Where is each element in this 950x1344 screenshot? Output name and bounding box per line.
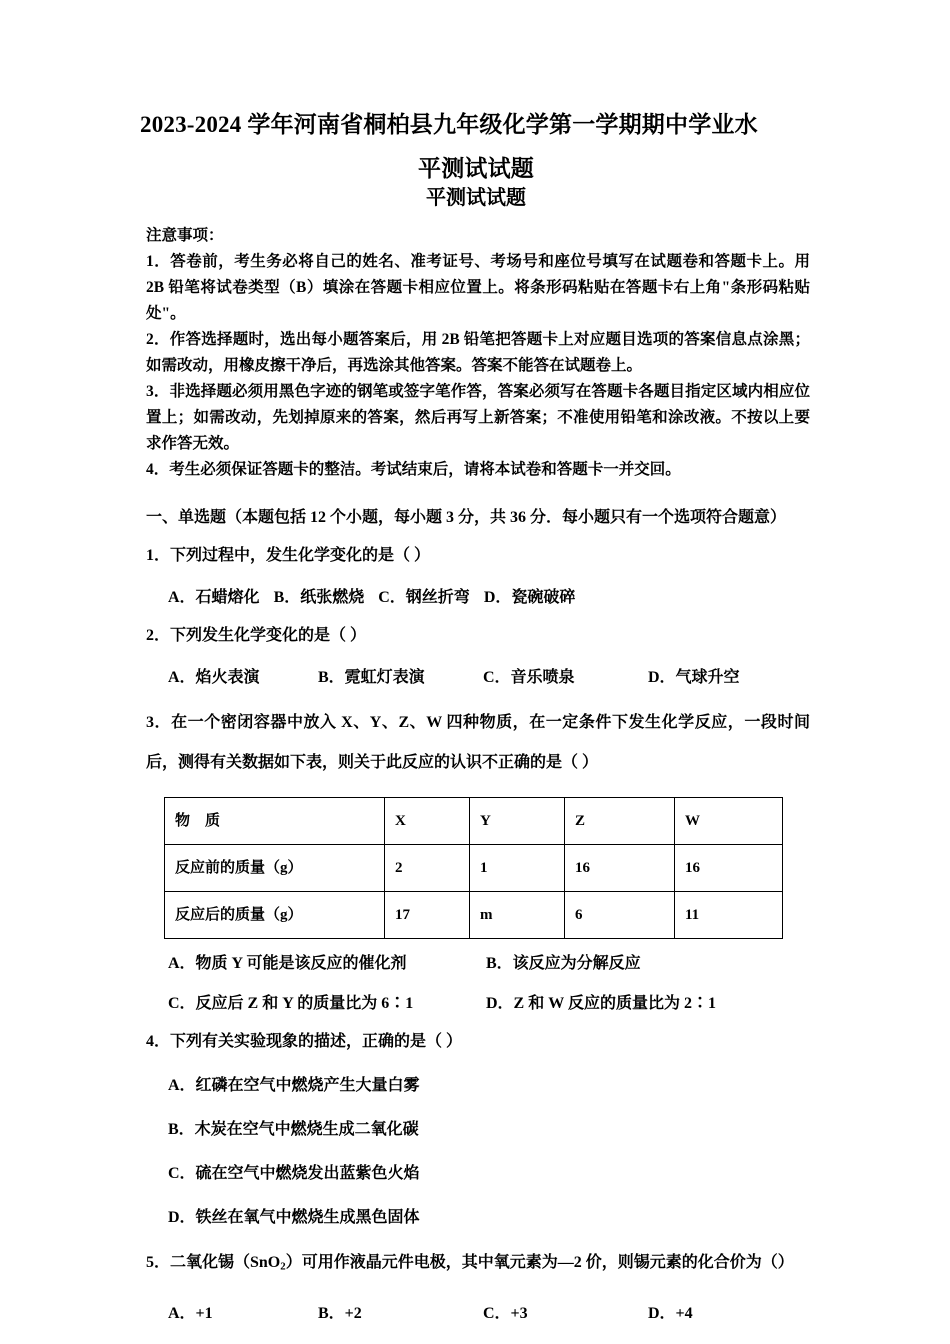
- question-4-stem: 4．下列有关实验现象的描述，正确的是（ ）: [146, 1033, 463, 1050]
- page-subtitle: 平测试试题: [426, 187, 526, 209]
- table-cell-row2-w: 11: [675, 892, 783, 939]
- question-2-stem: 2．下列发生化学变化的是（ ）: [146, 627, 367, 644]
- question-2-options: [146, 663, 810, 693]
- table-cell-row1-z: 16: [565, 845, 675, 892]
- table-cell-row1-y: 1: [470, 845, 565, 892]
- table-cell-row2-x: 17: [385, 892, 470, 939]
- section-heading-single-choice: 一、单选题（本题包括 12 个小题，每小题 3 分，共 36 分．每小题只有一个选项符合题意）: [146, 509, 787, 526]
- question-5-options: [146, 1299, 810, 1329]
- table-cell-row2-z: 6: [565, 892, 675, 939]
- question-5-option-b[interactable]: B．+2: [318, 1304, 362, 1322]
- table-header-cell-z: Z: [565, 798, 675, 845]
- page-title-line-1: 2023-2024 学年河南省桐柏县九年级化学第一学期期中学业水: [140, 112, 758, 138]
- table-cell-row1-w: 16: [675, 845, 783, 892]
- question-2-option-c[interactable]: C．音乐喷泉: [483, 669, 575, 686]
- question-3-options-row-1: [146, 949, 810, 979]
- document-body: [146, 223, 810, 1329]
- question-1-option-b[interactable]: B．纸张燃烧: [273, 589, 365, 606]
- table-row: [165, 892, 783, 939]
- notice-item-1: 1．答卷前，考生务必将自己的姓名、准考证号、考场号和座位号填写在试题卷和答题卡上。用 2B 铅笔将试卷类型（B）填涂在答题卡相应位置上。将条形码粘贴在答题卡右上角"条形码粘贴处"。: [146, 253, 810, 322]
- question-3-options-row-2: [146, 989, 810, 1019]
- question-2-option-d[interactable]: D．气球升空: [648, 669, 740, 686]
- question-5-option-a[interactable]: A．+1: [168, 1304, 213, 1322]
- table-cell-row1-x: 2: [385, 845, 470, 892]
- question-5-option-d[interactable]: D．+4: [648, 1304, 693, 1322]
- question-4-option-d[interactable]: D．铁丝在氧气中燃烧生成黑色固体: [168, 1209, 420, 1226]
- question-4-option-c[interactable]: C．硫在空气中燃烧发出蓝紫色火焰: [168, 1165, 420, 1182]
- question-2-option-b[interactable]: B．霓虹灯表演: [318, 669, 425, 686]
- table-header-cell-x: X: [385, 798, 470, 845]
- question-1-option-d[interactable]: D．瓷碗破碎: [483, 589, 576, 606]
- table-header-cell-y: Y: [470, 798, 565, 845]
- table-cell-row1-label: 反应前的质量（g）: [165, 845, 385, 892]
- question-4-option-b[interactable]: B．木炭在空气中燃烧生成二氧化碳: [168, 1121, 419, 1138]
- question-3-option-d[interactable]: D．Z 和 W 反应的质量比为 2∶1: [486, 995, 716, 1012]
- table-header-cell-substance: 物 质: [165, 798, 385, 845]
- notice-item-2: 2．作答选择题时，选出每小题答案后，用 2B 铅笔把答题卡上对应题目选项的答案信息点涂黑；如需改动，用橡皮擦干净后，再选涂其他答案。答案不能答在试题卷上。: [146, 331, 810, 374]
- page-title-line-2: 平测试试题: [418, 156, 534, 182]
- question-5-stem: 5．二氧化锡（SnO$_2$）可用作液晶元件电极，其中氧元素为—2 价，则锡元素的化合价为（）: [146, 1254, 794, 1273]
- notice-heading: 注意事项：: [146, 227, 224, 244]
- notice-item-4: 4．考生必须保证答题卡的整洁。考试结束后，请将本试卷和答题卡一并交回。: [146, 461, 681, 478]
- question-1-options: [146, 583, 810, 613]
- question-2-option-a[interactable]: A．焰火表演: [168, 669, 260, 686]
- table-cell-row2-y: m: [470, 892, 565, 939]
- question-3-stem: 3．在一个密闭容器中放入 X、Y、Z、W 四种物质，在一定条件下发生化学反应，一段时间后，测得有关数据如下表，则关于此反应的认识不正确的是（ ）: [146, 714, 810, 771]
- question-1-option-c[interactable]: C．钢丝折弯: [378, 589, 470, 606]
- table-header-cell-w: W: [675, 798, 783, 845]
- table-header-row: [165, 798, 783, 845]
- question-3-option-b[interactable]: B．该反应为分解反应: [486, 955, 641, 972]
- table-row: [165, 845, 783, 892]
- table-cell-row2-label: 反应后的质量（g）: [165, 892, 385, 939]
- question-1-option-a[interactable]: A．石蜡熔化: [168, 589, 260, 606]
- question-3-data-table: [164, 797, 783, 939]
- question-4-option-a[interactable]: A．红磷在空气中燃烧产生大量白雾: [168, 1077, 420, 1094]
- question-5-option-c[interactable]: C．+3: [483, 1304, 528, 1322]
- notice-item-3: 3．非选择题必须用黑色字迹的钢笔或签字笔作答，答案必须写在答题卡各题目指定区域内相应位置上；如需改动，先划掉原来的答案，然后再写上新答案；不准使用铅笔和涂改液。不按以上要求作答无效。: [146, 383, 810, 452]
- question-3-option-a[interactable]: A．物质 Y 可能是该反应的催化剂: [168, 955, 407, 972]
- page-title: [140, 103, 812, 191]
- question-3-option-c[interactable]: C．反应后 Z 和 Y 的质量比为 6∶1: [168, 995, 414, 1012]
- question-1-stem: 1．下列过程中，发生化学变化的是（ ）: [146, 547, 431, 564]
